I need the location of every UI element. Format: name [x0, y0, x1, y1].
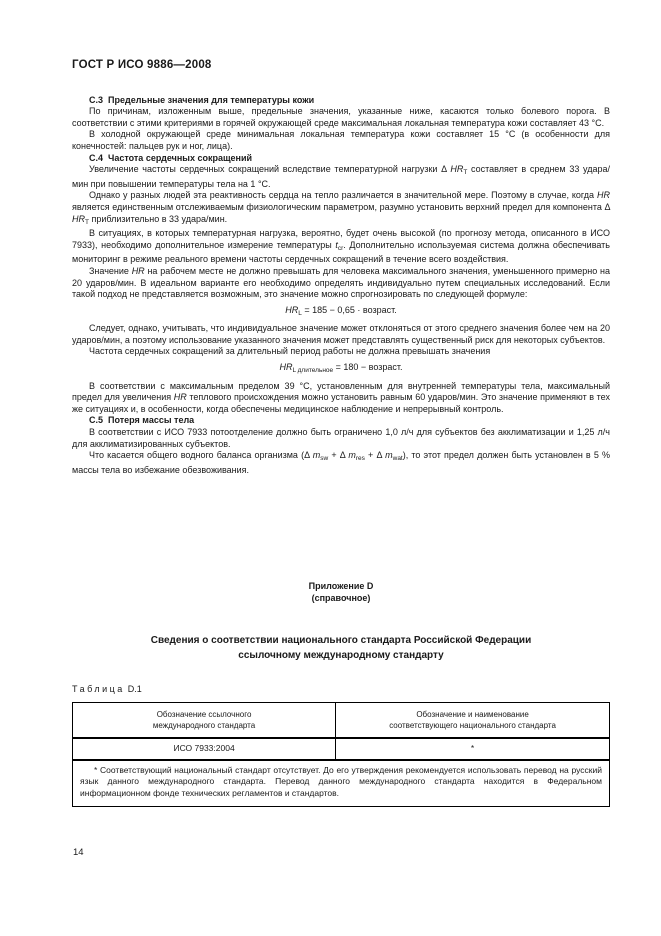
- table-label-number: D.1: [127, 684, 142, 695]
- formula-hr-limit: $HR_L = 185 - 0,65$ · возраст.: [285, 304, 397, 317]
- paragraph: Увеличение частоты сердечных сокращений вследствие температурной нагрузки Δ $HR_Т$ составляет в среднем 33 удара/мин при повышении температуры тела на 1 °С.: [72, 164, 611, 189]
- paragraph: В соответствии с максимальным пределом 39 °С, установленным для внутренней температуры тела, максимальный предел для увеличения HR теплового происхождения можно установить равным 60 ударов/мин. Это значение применяют в тех же ситуациях и, в особенности, когда обеспечены медицинское наблюдение и непрерывный контроль.: [72, 380, 610, 414]
- header-line: соответствующего национального стандарта: [389, 721, 556, 730]
- paragraph: В соответствии с ИСО 7933 потоотделение должно быть ограничено 1,0 л/ч для субъектов без акклиматизации и 1,25 л/ч для акклиматизированных субъектов.: [72, 427, 610, 449]
- table-header-reference-standard: [73, 703, 336, 739]
- appendix-label: Приложение D: [308, 581, 374, 592]
- section-heading-c5: С.5 Потеря массы тела: [89, 415, 195, 426]
- appendix-title-line2: ссылочному международному стандарту: [238, 650, 444, 662]
- section-heading-c3: С.3 Предельные значения для температуры кожи: [89, 94, 315, 105]
- table-label-word: Таблица: [72, 684, 125, 695]
- paragraph: Что касается общего водного баланса организма (Δ $m_{sw} + \Delta$ $m_{res} + \Delta$ $m_{wat}$), то этот предел должен быть установлен в 5 % массы тела во избежание обезвоживания.: [72, 450, 610, 475]
- appendix-heading: [72, 580, 610, 604]
- appendix-title-line1: Сведения о соответствии национального стандарта Российской Федерации: [150, 635, 532, 647]
- vertical-spacer: [72, 476, 610, 580]
- paragraph: Значение HR на рабочем месте не должно превышать для человека максимального значения, уменьшенного примерно на 20 ударов/мин. В идеальном варианте его необходимо определять индивидуально путем специальных исследований. Если такой подход не представляется возможным, это значение можно спрогнозировать по следующей формуле:: [72, 265, 610, 300]
- formula-hr-longterm: $HR_{L длительное} = 180$ − возраст.: [279, 362, 403, 375]
- document-code: ГОСТ Р ИСО 9886—2008: [72, 59, 212, 71]
- table-row: [73, 738, 610, 760]
- paragraph: Частота сердечных сокращений за длительный период работы не должна превышать значения: [89, 346, 491, 357]
- cell-iso-7933: ИСО 7933:2004: [73, 738, 336, 760]
- paragraph: Следует, однако, учитывать, что индивидуальное значение может отклоняться от этого среднего значения более чем на 20 ударов/мин, а поэтому использование указанного значения может представлять существенный риск для некоторых субъектов.: [72, 323, 610, 345]
- table-header-national-standard: [336, 703, 610, 739]
- cell-asterisk: *: [336, 738, 610, 760]
- document-content: [72, 60, 610, 807]
- correspondence-table: [72, 702, 610, 807]
- table-footnote: * Соответствующий национальный стандарт отсутствует. До его утверждения рекомендуется использовать перевод на русский язык данного международного стандарта. Перевод данного международного стандарта находится в Федеральном информационном фонде технических регламентов и стандартов.: [73, 760, 610, 807]
- paragraph: В холодной окружающей среде минимальная локальная температура кожи составляет 15 °С (в особенности для конечностей: пальцев рук и ног, лица).: [72, 129, 610, 151]
- section-heading-c4: С.4 Частота сердечных сокращений: [89, 152, 253, 163]
- paragraph: В ситуациях, в которых температурная нагрузка, вероятно, будет очень высокой (по прогнозу метода, описанного в ИСО 7933), необходимо дополнительное измерение температуры $t_{cr}$. Дополнительно используемая система должна обеспечивать мониторинг в режиме реального времени частоты сердечных сокращений в течение всего воздействия.: [72, 228, 610, 265]
- appendix-title: [72, 633, 610, 663]
- paragraph: По причинам, изложенным выше, предельные значения, указанные ниже, касаются только болевого порога. В соответствии с этими критериями в горячей окружающей среде максимальная локальная температура кожи составляет 43 °С.: [72, 106, 610, 128]
- appendix-kind: (справочное): [311, 593, 371, 604]
- table-footnote-row: [73, 760, 610, 807]
- header-line: международного стандарта: [152, 721, 256, 730]
- header-line: Обозначение и наименование: [416, 710, 529, 719]
- header-line: Обозначение ссылочного: [156, 710, 252, 719]
- table-label: [72, 684, 610, 696]
- page-number: 14: [73, 847, 84, 858]
- table-header-row: [73, 703, 610, 739]
- paragraph: Однако у разных людей эта реактивность сердца на тепло различается в значительной мере. Поэтому в случае, когда HR является единственным отслеживаемым физиологическим параметром, разумно установить верхний предел для компонента Δ $HR_Т$ приблизительно в 33 удара/мин.: [72, 190, 610, 226]
